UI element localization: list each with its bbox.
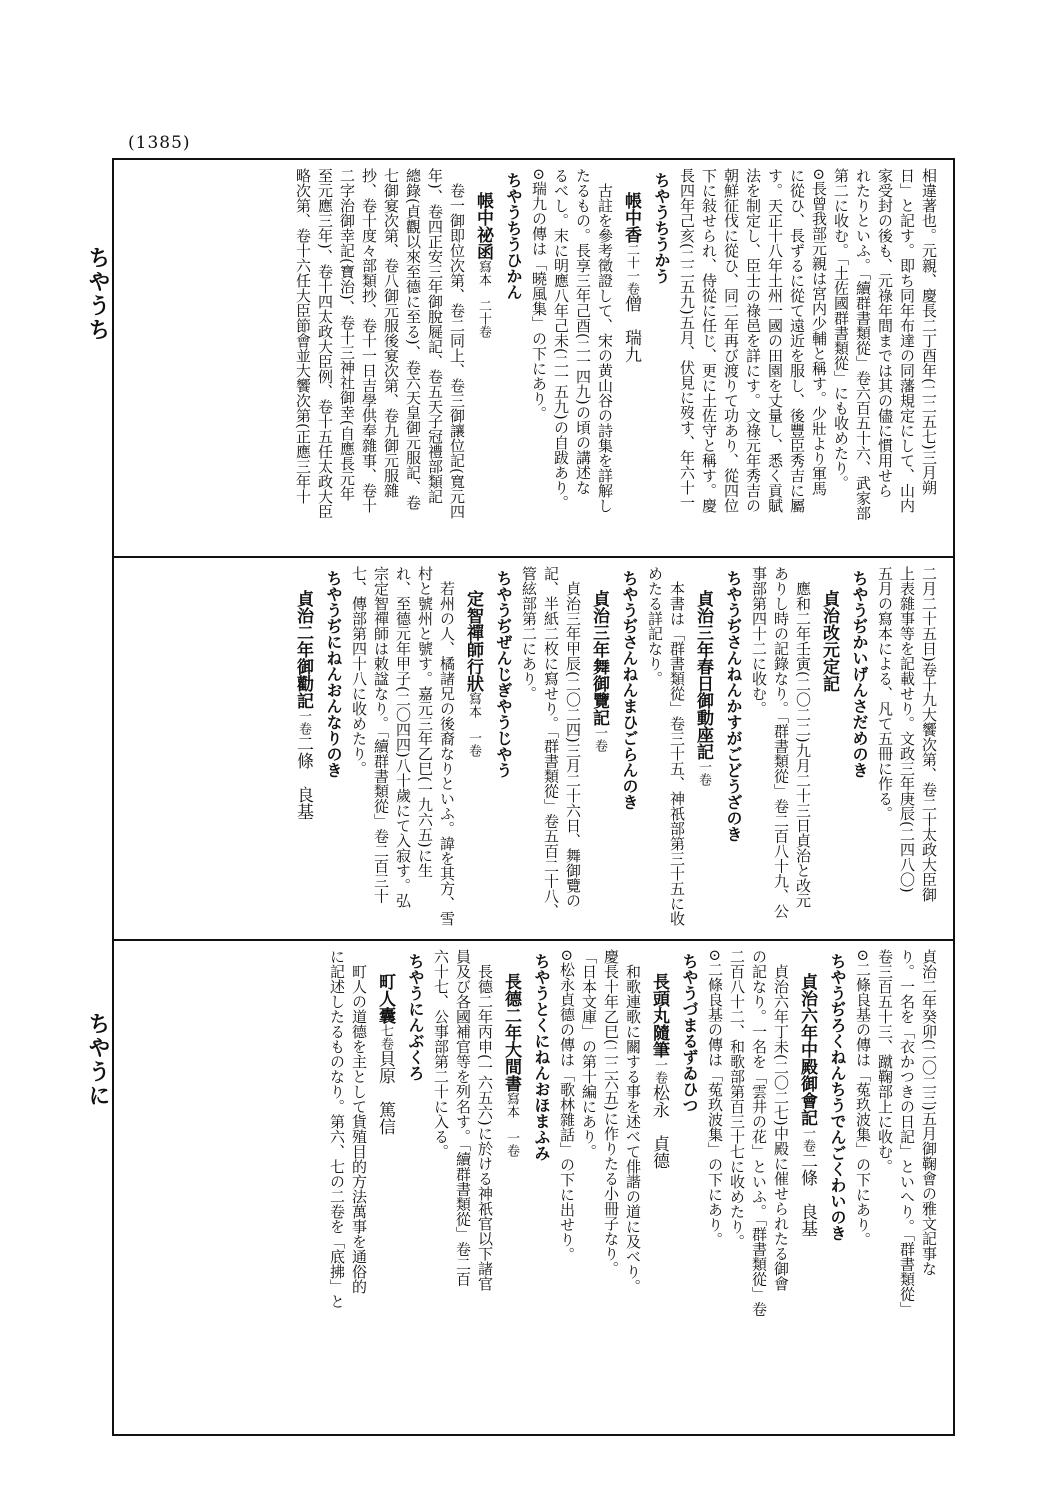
entry-volume-count: 一卷 [296,709,311,735]
dictionary-entry [326,949,430,1427]
entry-headword: ちやうちうひかん [504,172,523,300]
entry-title-line [792,949,822,1427]
entry-text-line: 管絃部第二にあり。 [520,566,538,701]
entry-text-line: 和歌連歌に關する事を述べて俳諧の道に及べり。 [624,964,642,1294]
entry-text-line: 日」と記す。即ち同年布達の同藩規定にして、山内 [898,168,916,513]
entry-text-line: 二字治御幸記(寶治)、卷十三神社御幸(自應長元年 [338,168,356,501]
entry-volume-count: 寫本 一卷 [504,1092,519,1157]
entry-text-line: めたる詳記なり。 [646,566,664,686]
text-band-2 [128,566,940,932]
entry-headword: ちやうづまるずゐひつ [680,953,699,1113]
entry-headword: ちやうぢろくねんちうでんごくわいのき [828,953,847,1241]
entry-title: 貞治改元定記 [819,590,839,692]
entry-title-line [468,168,498,550]
entry-headword: ちやうぢにねんおんなりのき [324,570,343,778]
entry-title-line [644,949,674,1427]
dictionary-entry [852,949,940,1427]
entry-text-line: 長德二年丙申(一六五六)に於ける神祇官以下諸官 [476,964,494,1291]
entry-text-line: 五月の寫本による、凡て五冊に作る。 [876,566,894,821]
entry-text-line: 事部第四十二に收む。 [750,566,768,716]
entry-text-line: 年)、卷四正安三年御脫屣記、卷五天子冠禮部類記 [426,168,444,504]
text-band-3 [128,949,940,1427]
entry-title: 町人囊 [375,973,395,1024]
entry-title: 長德二年大間書 [501,973,521,1092]
entry-volume-count: 一卷 [800,1126,815,1152]
running-head-top: ちやうち [85,246,110,342]
entry-title: 定智禪師行狀 [463,590,483,692]
entry-text-line: 二百八十二、和歌部第百三十七に收めたり。 [728,949,746,1249]
dictionary-entry [518,566,644,932]
entry-author: 二條 良基 [293,735,313,820]
dictionary-entry [704,949,852,1427]
entry-text-line: 慶長十年乙巳(二二六五)に作りたる小冊子なり。 [602,949,620,1276]
entry-author: 松永 貞德 [649,1084,669,1169]
entry-text-line: れたりといふ。「續群書類從」卷六百五十六、武家部 [854,168,872,521]
entry-title-line [688,566,718,932]
entry-text-line: 朝鮮征伐に從ひ、同二年再び渡りて功あり、從四位 [722,168,740,513]
entry-headword: ちやうぢさんねんまひごらんのき [620,570,639,810]
entry-text-line: 至元應三年)、卷十四太政大臣例、卷十五任太政大臣 [316,168,334,519]
dictionary-entry [556,949,704,1427]
entry-text-line: 村と號州と號す。嘉元三年乙巳(一九六五)に生 [416,566,434,878]
entry-title-line [616,168,646,550]
entry-text-line: ⊙瑞九の傳は「曉風集」の下にあり。 [530,168,548,421]
entry-title-line [370,949,400,1427]
entry-text-line: 六十七、公事部第二十に入る。 [432,949,450,1159]
dictionary-entry [292,168,528,550]
entry-text-line: 法を制定し、臣士の祿邑を詳にす。文祿元年秀吉の [744,168,762,513]
entry-headword: ちやうとくにねんおほまふみ [532,953,551,1161]
dictionary-entry [874,566,940,932]
entry-text-line: れ、至德元年甲子(二〇四四)八十歲にて入寂す。弘 [394,566,412,908]
entry-volume-count: 一卷 [652,1058,667,1084]
entry-text-line: 抄、卷十度々部類抄、卷十一日吉學供奉雜事、卷十 [360,168,378,513]
entry-text-line: 卷三百五十三、蹴鞠部上に收む。 [876,949,894,1174]
entry-text-line: 員及び各國補官等を列名す。「續群書類從」卷二百 [454,949,472,1287]
entry-volume-count: 二十一卷 [624,243,639,295]
entry-text-line: 七、傳部第四十八に收めたり。 [350,566,368,776]
entry-text-line: たるもの。長享三年己酉(二一四九)の頃の講述な [574,168,592,495]
entry-text-line: 相違著也。元親、慶長二丁酉年(二二五七)三月朔 [920,168,938,495]
entry-title-line [288,566,318,932]
entry-text-line: 七御宴次第、卷八御元服後宴次第、卷九御元服雜 [382,168,400,498]
entry-title-line [496,949,526,1427]
entry-text-line: 第二に收む。「土佐國群書類從」にも收めたり。 [832,168,850,491]
entry-text-line: ⊙二條良基の傳は「菟玖波集」の下にあり。 [706,949,724,1247]
entry-text-line: 町人の道德を主として貨殖目的方法萬事を通俗的 [350,964,368,1294]
entry-text-line: 貞治三年甲辰(二〇二四)三月二十六日、舞御覽の [564,581,582,908]
entry-text-line: 長四年己亥(二二五九)五月、伏見に歿す、年六十一 [678,168,696,510]
entry-text-line: の記なり。一名を「雲井の花」といふ。「群書類從」卷 [750,949,768,1317]
entry-text-line: 上表雜事等を記載せり。文政三年庚辰(二四八〇) [898,566,916,893]
entry-headword: ちやうぢぜんじぎやうじやう [494,570,513,778]
entry-title: 帳中香 [621,192,641,243]
entry-text-line: 貞治六年丁未(二〇二七)中殿に催せられたる御會 [772,964,790,1291]
entry-text-line: 宗定智禪師は敕諡なり。「續群書類從」卷二百三十 [372,566,390,904]
entry-volume-count: 七卷 [378,1024,393,1050]
entry-title: 貞治二年御勸記 [293,590,313,709]
dictionary-entry [644,566,748,932]
entry-text-line: 二月二十五日)卷十九大饗次第、卷二十太政大臣御 [920,566,938,902]
band-divider [112,939,955,941]
entry-title-line [584,566,614,932]
entry-text-line: ⊙松永貞德の傳は「歌林雜話」の下に出せり。 [558,949,576,1262]
entry-title: 長頭丸隨筆 [649,973,669,1058]
dictionary-entry [348,566,518,932]
entry-text-line: 古註を參考徵證して、宋の黄山谷の詩集を詳解し [596,183,614,513]
entry-title-line [814,566,844,932]
entry-text-line: 總錄(貞觀以來至德に至る)、卷六天皇御元服記、卷 [404,168,422,510]
entry-text-line: 下に敍せられ、侍從に任じ、更に土佐守と稱す。慶 [700,168,718,513]
entry-text-line: ⊙長曾我部元親は宮内少輔と稱す。少壯より軍馬 [810,168,828,496]
dictionary-entry [528,168,676,550]
entry-title: 貞治三年春日御動座記 [693,590,713,760]
entry-text-line: に記述したるものなり。第六、七の二卷を「底拂」と [328,949,346,1309]
entry-author: 貝原 篤信 [375,1050,395,1135]
entry-text-line: 貞治二年癸卯(二〇二三)五月御鞠會の雅文記事な [920,949,938,1276]
entry-text-line: す。天正十八年土州一國の田園を丈量し、悉く貢賦 [766,168,784,513]
entry-text-line: ありし時の記錄なり。「群書類從」卷二百八十九、公 [772,566,790,919]
entry-headword: ちやうぢさんねんかすがごどうざのき [724,570,743,842]
page-number: (1385) [128,133,191,153]
entry-text-line: 本書は「群書類從」卷三十五、神祇部第三十五に收 [668,581,686,926]
band-divider [112,556,955,558]
entry-text-line: るべし。末に明應八年己未(二一五九)の自跋あり。 [552,168,570,510]
entry-text-line: 記、半紙二枚に寫せり。「群書類從」卷五百二十八、 [542,566,560,919]
entry-text-line: ⊙二條良基の傳は「菟玖波集」の下にあり。 [854,949,872,1247]
entry-title-line [458,566,488,932]
entry-volume-count: 一卷 [696,760,711,786]
entry-text-line: に從ひ、長ずるに從て遠近を服し、後豐臣秀吉に屬 [788,168,806,513]
entry-title: 貞治三年舞御覽記 [589,590,609,726]
entry-text-line: 略次第、卷十六任大臣節會並大饗次第(正應三年十 [294,168,312,504]
running-head-bottom: ちやうに [85,1012,110,1108]
entry-volume-count: 一卷 [592,726,607,752]
entry-title: 帳中祕函 [473,192,493,260]
entry-title: 貞治六年中殿御會記 [797,973,817,1126]
entry-text-line: 卷一御即位次第、卷二同上、卷三御讓位記(寬元四 [448,183,466,519]
dictionary-entry [676,168,940,550]
entry-text-line: 若州の人、橘諸兄の後裔なりといふ。諱を其方、雪 [438,581,456,926]
entry-text-line: り。一名を「衣かつきの日記」といへり。「群書類從」 [898,949,916,1317]
dictionary-entry [430,949,556,1427]
entry-text-line: 「日本文庫」の第十編にあり。 [580,949,598,1159]
entry-headword: ちやうにんぶくろ [406,953,425,1081]
entry-headword: ちやうちうかう [652,172,671,284]
dictionary-entry [748,566,874,932]
entry-headword: ちやうぢかいげんさだめのき [850,570,869,778]
entry-author: 僧 瑞九 [621,295,641,363]
entry-author: 二條 良基 [797,1152,817,1237]
entry-volume-count: 寫本 一卷 [466,692,481,757]
entry-text-line: 應和二年壬寅(二〇二二)九月二十三日貞治と改元 [794,581,812,908]
text-band-1 [128,168,940,550]
entry-volume-count: 寫本 二十卷 [476,260,491,338]
dictionary-entry [288,566,348,932]
entry-text-line: 家受封の後も、元祿年間までは其の儘に慣用せら [876,168,894,498]
